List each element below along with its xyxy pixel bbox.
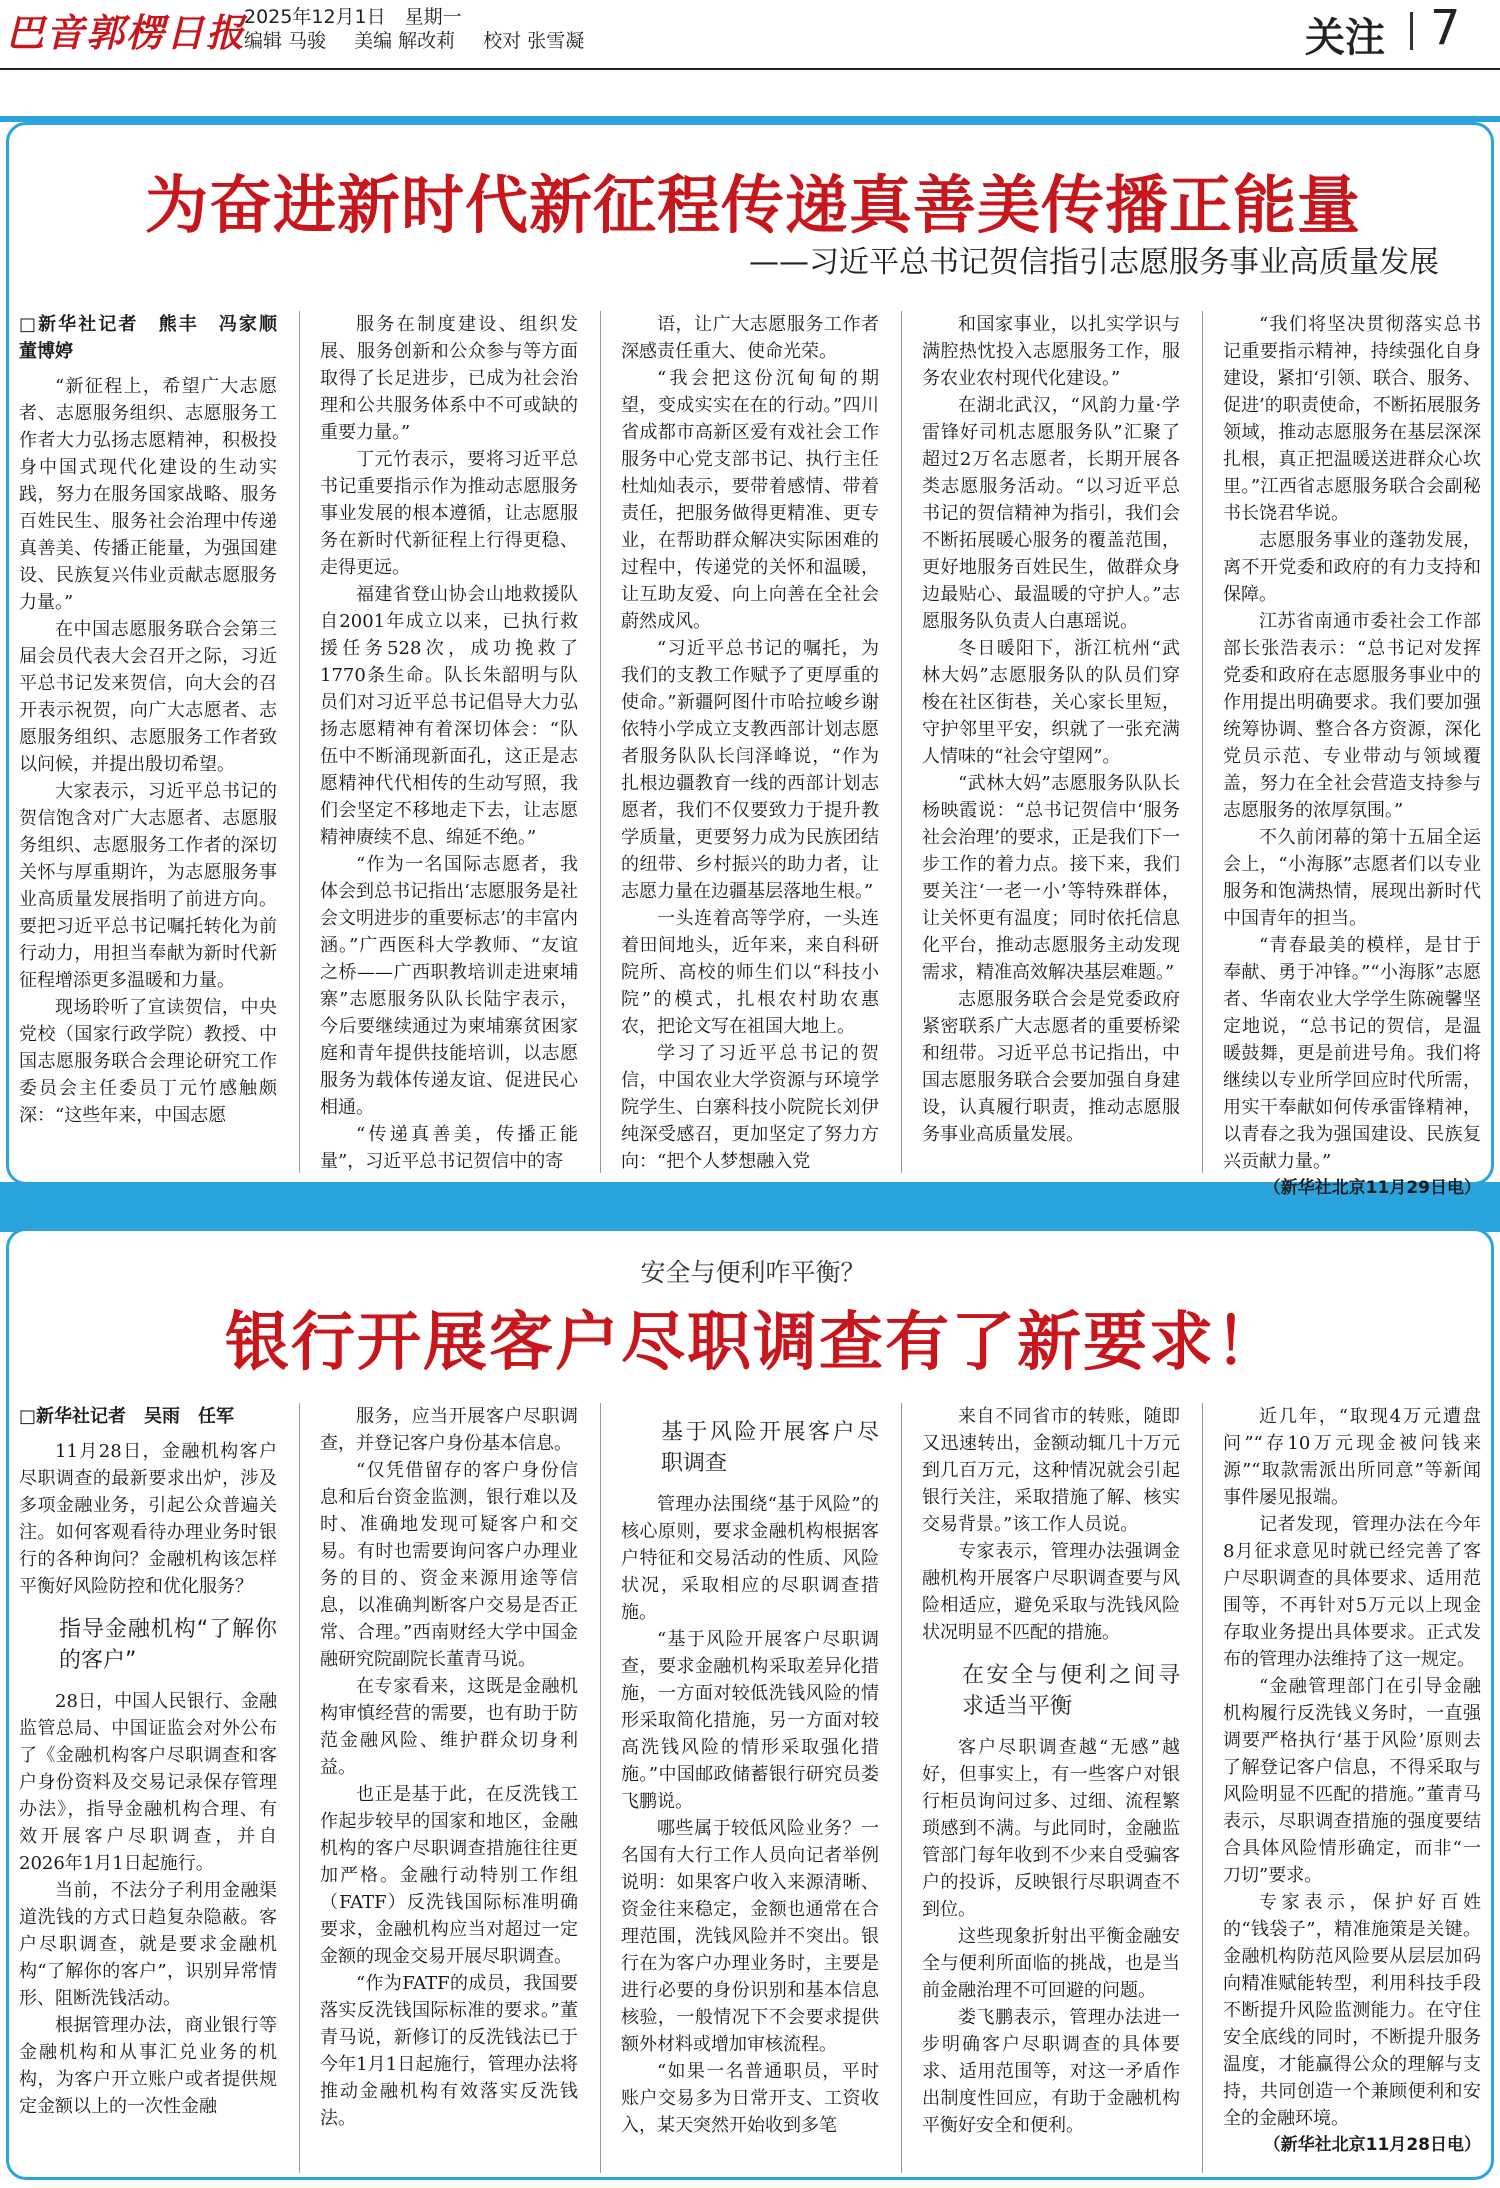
paragraph: 福建省登山协会山地救援队自2001年成立以来，已执行救援任务528次，成功挽救了1770条生命。队长朱韶明与队员们对习近平总书记倡导大力弘扬志愿精神有着深切体会：“队伍中不断涌现新面孔，这正是志愿精神代代相传的生动写照，我们会坚定不移地走下去，让志愿精神赓续不息、绵延不绝。” — [320, 584, 578, 848]
paragraph: “新征程上，希望广大志愿者、志愿服务组织、志愿服务工作者大力弘扬志愿精神，积极投身中国式现代化建设的生动实践，努力在服务国家战略、服务百姓民生、服务社会治理中传递真善美、传播正能量，为强国建设、民族复兴伟业贡献志愿服务力量。” — [19, 376, 277, 613]
paragraph: 学习了习近平总书记的贺信，中国农业大学资源与环境学院学生、白寨科技小院院长刘伊纯深受感召，更加坚定了努力方向：“把个人梦想融入党 — [621, 1043, 879, 1172]
subheading: 基于风险开展客户尽职调查 — [661, 1420, 879, 1476]
subheading: 在安全与便利之间寻求适当平衡 — [962, 1663, 1180, 1719]
paragraph: “基于风险开展客户尽职调查，要求金融机构采取差异化措施，一方面对较低洗钱风险的情形采取简化措施，另一方面对较高洗钱风险的情形采取强化措施。”中国邮政储蓄银行研究员娄飞鹏说。 — [621, 1629, 879, 1812]
paragraph: 近几年，“取现4万元遭盘问”“存10万元现金被问钱来源”“取款需派出所同意”等新闻事件屡见报端。 — [1223, 1406, 1481, 1508]
paragraph: 管理办法围绕“基于风险”的核心原则，要求金融机构根据客户特征和交易活动的性质、风险状况，采取相应的尽职调查措施。 — [621, 1494, 879, 1623]
article-column-1 — [19, 311, 295, 1173]
paragraph: “金融管理部门在引导金融机构履行反洗钱义务时，一直强调要严格执行‘基于风险’原则去了解登记客户信息，不得采取与风险明显不匹配的措施。”董青马表示，尽职调查措施的强度要结合具体风险情形确定，而非“一刀切”要求。 — [1223, 1676, 1481, 1886]
paragraph: 服务，应当开展客户尽职调查，并登记客户身份基本信息。 — [320, 1406, 578, 1454]
paragraph: “武林大妈”志愿服务队队长杨映霞说：“总书记贺信中‘服务社会治理’的要求，正是我们下一步工作的着力点。接下来，我们要关注‘一老一小’等特殊群体，让关怀更有温度；同时依托信息化平台，推动志愿服务主动发现需求，精准高效解决基层难题。” — [922, 773, 1180, 983]
article-column-5 — [1223, 1403, 1481, 2173]
paragraph: 和国家事业，以扎实学识与满腔热忱投入志愿服务工作，服务农业农村现代化建设。” — [922, 314, 1180, 389]
paragraph: “如果一名普通职员，平时账户交易多为日常开支、工资收入，某天突然开始收到多笔 — [621, 2061, 879, 2136]
paragraph: “青春最美的模样，是甘于奉献、勇于冲锋。”“小海豚”志愿者、华南农业大学学生陈碗馨坚定地说，“总书记的贺信，是温暖鼓舞，更是前进号角。我们将继续以专业所学回应时代所需，用实干奉献如何传承雷锋精神，以青春之我为强国建设、民族复兴贡献力量。” — [1223, 935, 1481, 1172]
article-column-3 — [621, 311, 879, 1173]
byline: □新华社记者 吴雨 任军 — [19, 1406, 235, 1427]
paragraph: 哪些属于较低风险业务？一名国有大行工作人员向记者举例说明：如果客户收入来源清晰、资金往来稳定，金额也通常在合理范围，洗钱风险并不突出。银行在为客户办理业务时，主要是进行必要的身份识别和基本信息核验，一般情况下不会要求提供额外材料或增加审核流程。 — [621, 1818, 879, 2055]
paragraph: “仅凭借留存的客户身份信息和后台资金监测，银行难以及时、准确地发现可疑客户和交易。有时也需要询问客户办理业务的目的、资金来源用途等信息，以准确判断客户交易是否正常、合理。”西南财经大学中国金融研究院副院长董青马说。 — [320, 1460, 578, 1670]
column-divider — [600, 311, 601, 1173]
paragraph: 服务在制度建设、组织发展、服务创新和公众参与等方面取得了长足进步，已成为社会治理和公共服务体系中不可或缺的重要力量。” — [320, 314, 578, 443]
paragraph: 现场聆听了宣读贺信，中央党校（国家行政学院）教授、中国志愿服务联合会理论研究工作委员会主任委员丁元竹感触颇深：“这些年来，中国志愿 — [19, 997, 277, 1126]
paragraph: 11月28日，金融机构客户尽职调查的最新要求出炉，涉及多项金融业务，引起公众普遍关注。如何客观看待办理业务时银行的各种询问？金融机构该怎样平衡好风险防控和优化服务？ — [19, 1441, 277, 1597]
subheading: 指导金融机构“了解你的客户” — [59, 1617, 277, 1673]
article-column-4 — [922, 311, 1180, 1173]
article-subtitle: ——习近平总书记贺信指引志愿服务事业高质量发展 — [749, 245, 1439, 280]
column-divider — [1202, 311, 1203, 1173]
paragraph: 专家表示，管理办法强调金融机构开展客户尽职调查要与风险相适应，避免采取与洗钱风险状况明显不匹配的措施。 — [922, 1541, 1180, 1643]
column-divider — [600, 1403, 601, 2173]
dateline: （新华社北京11月29日电） — [1263, 1178, 1481, 1198]
paragraph: 客户尽职调查越“无感”越好，但事实上，有一些客户对银行柜员询问过多、过细、流程繁琐感到不满。与此同时，金融监管部门每年收到不少来自受骗客户的投诉，反映银行尽职调查不到位。 — [922, 1737, 1180, 1920]
page-number: 7 — [1430, 0, 1461, 56]
section-label: 关注 — [1305, 15, 1385, 61]
editor-credit: 编辑 马骏 — [244, 30, 327, 52]
byline: □新华社记者 熊丰 冯家顺 董博婷 — [19, 314, 295, 362]
paragraph: 冬日暖阳下，浙江杭州“武林大妈”志愿服务队的队员们穿梭在社区街巷，关心家长里短，守护邻里平安，织就了一张充满人情味的“社会守望网”。 — [922, 638, 1180, 767]
paragraph: 在中国志愿服务联合会第三届会员代表大会召开之际，习近平总书记发来贺信，向大会的召开表示祝贺，向广大志愿者、志愿服务组织、志愿服务工作者致以问候，并提出殷切希望。 — [19, 619, 277, 775]
article-column-2 — [320, 311, 578, 1173]
paragraph: 娄飞鹏表示，管理办法进一步明确客户尽职调查的具体要求、适用范围等，对这一矛盾作出制度性回应，有助于金融机构平衡好安全和便利。 — [922, 2007, 1180, 2136]
paragraph: “习近平总书记的嘱托，为我们的支教工作赋予了更厚重的使命。”新疆阿图什市哈拉峻乡谢依特小学成立支教西部计划志愿者服务队队长闫泽峰说，“作为扎根边疆教育一线的西部计划志愿者，我们不仅要致力于提升教学质量，更要努力成为民族团结的纽带、乡村振兴的助力者，让志愿力量在边疆基层落地生根。” — [621, 638, 879, 902]
paragraph: 在湖北武汉，“风韵力量·学雷锋好司机志愿服务队”汇聚了超过2万名志愿者，长期开展各类志愿服务活动。“以习近平总书记的贺信精神为指引，我们会不断拓展暖心服务的覆盖范围，更好地服务百姓民生，做群众身边最贴心、最温暖的守护人。”志愿服务队负责人白惠瑶说。 — [922, 395, 1180, 632]
date-line: 2025年12月1日 星期一 — [244, 6, 462, 28]
article-title: 银行开展客户尽职调查有了新要求！ — [225, 1305, 1281, 1380]
paragraph: 丁元竹表示，要将习近平总书记重要指示作为推动志愿服务事业发展的根本遵循，让志愿服务在新时代新征程上行得更稳、走得更远。 — [320, 449, 578, 578]
newspaper-masthead: 巴音郭楞日报 — [6, 10, 247, 55]
dateline: （新华社北京11月28日电） — [1263, 2135, 1481, 2155]
paragraph: 专家表示，保护好百姓的“钱袋子”，精准施策是关键。金融机构防范风险要从层层加码向精准赋能转型，利用科技手段不断提升风险监测能力。在守住安全底线的同时，不断提升服务温度，才能赢得公众的理解与支持，共同创造一个兼顾便利和安全的金融环境。 — [1223, 1892, 1481, 2129]
article-title: 为奋进新时代新征程传递真善美传播正能量 — [145, 169, 1361, 242]
column-divider — [901, 1403, 902, 2173]
article-bank-due-diligence — [6, 1228, 1494, 2180]
article-volunteer-service — [6, 122, 1494, 1198]
paragraph: “作为FATF的成员，我国要落实反洗钱国际标准的要求。”董青马说，新修订的反洗钱法已于今年1月1日起施行，管理办法将推动金融机构有效落实反洗钱法。 — [320, 1973, 578, 2129]
paragraph: 志愿服务事业的蓬勃发展，离不开党委和政府的有力支持和保障。 — [1223, 530, 1481, 605]
article-column-1 — [19, 1403, 277, 2173]
article-column-5 — [1223, 311, 1481, 1198]
column-divider — [901, 311, 902, 1173]
staff-credits — [244, 26, 606, 53]
designer-credit: 美编 解改莉 — [354, 30, 456, 52]
paragraph: “传递真善美，传播正能量”，习近平总书记贺信中的寄 — [320, 1124, 578, 1172]
header-rule — [0, 68, 1500, 70]
article-column-2 — [320, 1403, 578, 2173]
paragraph: 在专家看来，这既是金融机构审慎经营的需要，也有助于防范金融风险、维护群众切身利益。 — [320, 1676, 578, 1778]
paragraph: 来自不同省市的转账，随即又迅速转出，金额动辄几十万元到几百万元，这种情况就会引起银行关注，采取措施了解、核实交易背景。”该工作人员说。 — [922, 1406, 1180, 1535]
paragraph: 这些现象折射出平衡金融安全与便利所面临的挑战，也是当前金融治理不可回避的问题。 — [922, 1926, 1180, 2001]
page-header — [0, 0, 1500, 70]
article-column-4 — [922, 1403, 1180, 2173]
paragraph: 28日，中国人民银行、金融监管总局、中国证监会对外公布了《金融机构客户尽职调查和客户身份资料及交易记录保存管理办法》，指导金融机构合理、有效开展客户尽职调查，并自2026年1月1日起施行。 — [19, 1691, 277, 1874]
issue-date — [244, 2, 484, 29]
paragraph: 不久前闭幕的第十五届全运会上，“小海豚”志愿者们以专业服务和饱满热情，展现出新时代中国青年的担当。 — [1223, 827, 1481, 929]
column-divider — [299, 1403, 300, 2173]
paragraph: “我会把这份沉甸甸的期望，变成实实在在的行动。”四川省成都市高新区爱有戏社会工作服务中心党支部书记、执行主任杜灿灿表示，要带着感情、带着责任，把服务做得更精准、更专业，在帮助群众解决实际困难的过程中，传递党的关怀和温暖，让互助友爱、向上向善在全社会蔚然成风。 — [621, 368, 879, 632]
paragraph: 当前，不法分子利用金融渠道洗钱的方式日趋复杂隐蔽。客户尽职调查，就是要求金融机构“了解你的客户”，识别异常情形、阻断洗钱活动。 — [19, 1880, 277, 2009]
paragraph: 语，让广大志愿服务工作者深感责任重大、使命光荣。 — [621, 314, 879, 362]
paragraph: 根据管理办法，商业银行等金融机构和从事汇兑业务的机构，为客户开立账户或者提供规定金额以上的一次性金融 — [19, 2015, 277, 2117]
paragraph: 大家表示，习近平总书记的贺信饱含对广大志愿者、志愿服务组织、志愿服务工作者的深切关怀与厚重期许，为志愿服务事业高质量发展指明了前进方向。要把习近平总书记嘱托转化为前行动力，用担当奉献为新时代新征程增添更多温暖和力量。 — [19, 781, 277, 991]
article-column-3 — [621, 1403, 879, 2173]
paragraph: 一头连着高等学府，一头连着田间地头，近年来，来自科研院所、高校的师生们以“科技小院”的模式，扎根农村助农惠农，把论文写在祖国大地上。 — [621, 908, 879, 1037]
column-divider — [1202, 1403, 1203, 2173]
proofreader-credit: 校对 张雪凝 — [483, 30, 585, 52]
paragraph: 记者发现，管理办法在今年8月征求意见时就已经完善了客户尽职调查的具体要求、适用范围等，不再针对5万元以上现金存取业务提出具体要求。正式发布的管理办法维持了这一规定。 — [1223, 1514, 1481, 1670]
section-divider — [1410, 12, 1413, 50]
paragraph: 也正是基于此，在反洗钱工作起步较早的国家和地区，金融机构的客户尽职调查措施往往更加严格。金融行动特别工作组（FATF）反洗钱国际标准明确要求，金融机构应当对超过一定金额的现金交易开展尽职调查。 — [320, 1784, 578, 1967]
column-divider — [299, 311, 300, 1173]
article-kicker: 安全与便利咋平衡？ — [640, 1258, 866, 1287]
paragraph: 江苏省南通市委社会工作部部长张浩表示：“总书记对发挥党委和政府在志愿服务事业中的作用提出明确要求。我们要加强统筹协调、整合各方资源，深化党员示范、专业带动与领域覆盖，努力在全社会营造支持参与志愿服务的浓厚氛围。” — [1223, 611, 1481, 821]
paragraph: “我们将坚决贯彻落实总书记重要指示精神，持续强化自身建设，紧扣‘引领、联合、服务、促进’的职责使命，不断拓展服务领域，推动志愿服务在基层深深扎根，真正把温暖送进群众心坎里。”江西省志愿服务联合会副秘书长饶君华说。 — [1223, 314, 1481, 524]
paragraph: “作为一名国际志愿者，我体会到总书记指出‘志愿服务是社会文明进步的重要标志’的丰富内涵。”广西医科大学教师、“友谊之桥——广西职教培训走进柬埔寨”志愿服务队队长陆宇表示，今后要继续通过为柬埔寨贫困家庭和青年提供技能培训，以志愿服务为载体传递友谊、促进民心相通。 — [320, 854, 578, 1118]
paragraph: 志愿服务联合会是党委政府紧密联系广大志愿者的重要桥梁和纽带。习近平总书记指出，中国志愿服务联合会要加强自身建设，认真履行职责，推动志愿服务事业高质量发展。 — [922, 989, 1180, 1145]
